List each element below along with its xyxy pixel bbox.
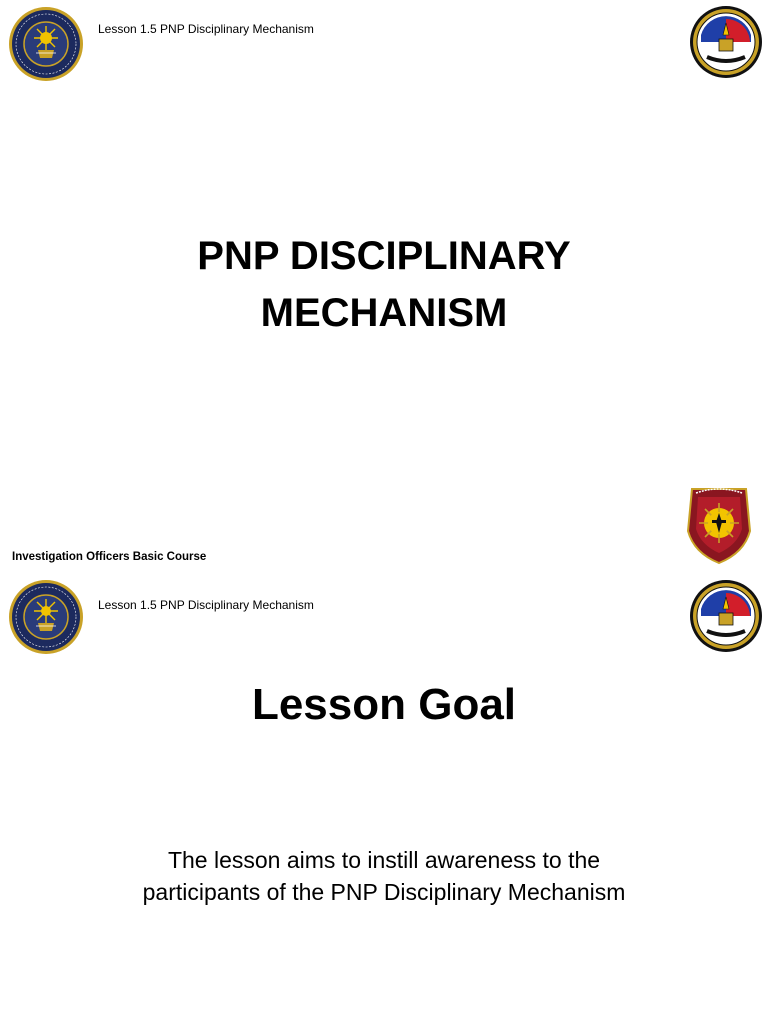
slide-title-text [0, 228, 768, 342]
academy-seal-icon [689, 5, 763, 79]
directorate-seal-icon [8, 6, 84, 82]
slide-header: Lesson 1.5 PNP Disciplinary Mechanism [98, 598, 314, 612]
directorate-seal-icon [8, 579, 84, 655]
pnp-shield-icon [684, 483, 754, 565]
lesson-goal-body [0, 844, 768, 908]
goal-line-1: The lesson aims to instill awareness to the [167, 847, 601, 873]
goal-line-2: participants of the PNP Disciplinary Mechanism [142, 879, 626, 905]
title-line-1: PNP DISCIPLINARY [197, 234, 571, 278]
course-label: Investigation Officers Basic Course [12, 551, 207, 563]
lesson-goal-title: Lesson Goal [251, 680, 517, 729]
slide-header: Lesson 1.5 PNP Disciplinary Mechanism [98, 22, 314, 36]
slide-lesson-goal [0, 576, 768, 1024]
academy-seal-icon [689, 579, 763, 653]
title-line-2: MECHANISM [260, 291, 508, 335]
